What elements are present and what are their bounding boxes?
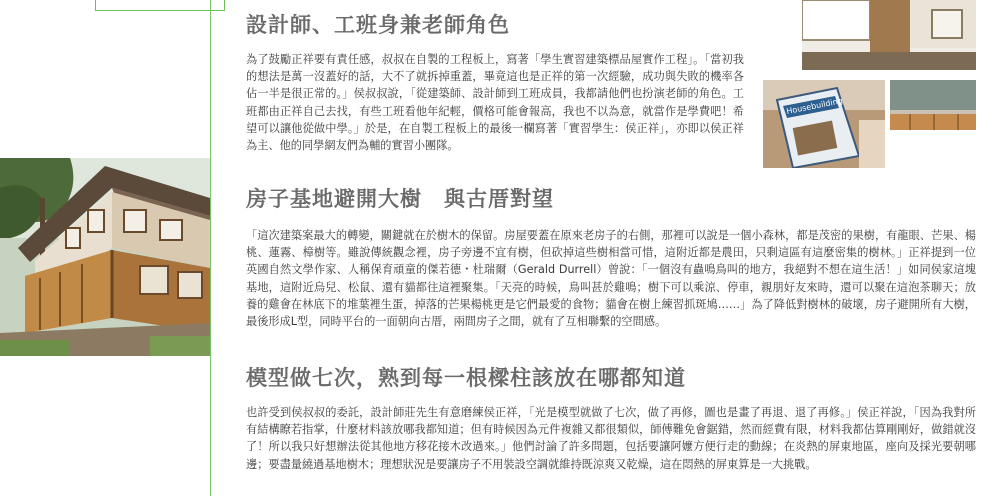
house-detail-photo bbox=[802, 0, 976, 70]
wooden-house-photo bbox=[0, 158, 210, 356]
book-cover-title: Housebuilding bbox=[785, 96, 844, 116]
floor-detail-photo bbox=[890, 80, 976, 130]
housebuilding-book-photo bbox=[763, 80, 885, 168]
section-body-teacher-roles: 為了鼓勵正祥要有責任感，叔叔在自製的工程板上，寫著「學生實習建築標品屋實作工程」。「當初我的想法是萬一沒蓋好的話，大不了就拆掉重蓋，畢竟這也是正祥的第一次經驗，成功與失敗的機率各佔一半是很正常的。」侯叔叔說，「從建築師、設計師到工班成員，我都請他們也扮演老師的角色。工班都由正祥自己去找，有些工班看他年紀輕，價格可能會報高，我也不以為意，就當作是學費吧！希望可以讓他從做中學。」於是，在自製工程板上的最後一欄寫著「實習學生：侯正祥」，亦即以侯正祥為主、他的同學網友們為輔的實習小團隊。 bbox=[246, 53, 744, 153]
section-heading-avoid-trees: 房子基地避開大樹 與古厝對望 bbox=[246, 186, 554, 211]
green-divider-line bbox=[210, 0, 211, 496]
section-body-avoid-trees: 「這次建築案最大的轉變，關鍵就在於樹木的保留。房屋要蓋在原來老房子的右側，那裡可以說是一個小森林，都是茂密的果樹，有龍眼、芒果、楊桃、蓮霧、樟樹等。雖說傳統觀念裡，房子旁邊不宜有樹，但砍掉這些樹相當可惜，這附近都是農田，只剩這區有這麼密集的樹林。」正祥提到一位英國自然文學作家、人稱保育頑童的傑若德・杜瑞爾（Gerald Durrell）曾說：「一個沒有蟲鳴鳥叫的地方，我絕對不想在這生活！」如同侯家這塊基地，這附近烏兒、松鼠、還有貓都往這裡聚集。「天亮的時候，鳥叫甚於雞鳴；樹下可以乘涼、停車，親朋好友來時，還可以聚在這泡茶聊天；放養的雞會在林底下的堆葉裡生蛋，掉落的芒果楊桃更是它們最愛的食物；貓會在樹上練習抓斑鳩……」為了降低對樹林的破壞，房子避開所有大樹，最後形成L型，同時平台的一面朝向古厝，兩間房子之間，就有了互相聯繫的空間感。 bbox=[246, 229, 976, 329]
section-heading-seven-models: 模型做七次，熟到每一根樑柱該放在哪都知道 bbox=[246, 365, 686, 390]
top-frame-box bbox=[95, 0, 225, 11]
section-body-seven-models: 也許受到侯叔叔的委託，設計師莊先生有意磨練侯正祥，「光是模型就做了七次，做了再修，圖也是畫了再退、退了再修。」侯正祥說，「因為我對所有結構瞭若指掌，什麼材料該放哪我都知道；但有時候因為元件複雜又都很類似，師傅難免會鋸錯，然而經費有限，材料我都估算剛剛好，做錯就沒了！所以我只好想辦法從其他地方移花接木改過來。」他們討論了許多問題，包括要讓阿嬤方便行走的動線；在炎熱的屏東地區，座向及採光要朝哪邊；要盡量繞過基地樹木；理想狀況是要讓房子不用裝設空調就維持既涼爽又乾燥，這在悶熱的屏東算是一大挑戰。 bbox=[246, 406, 976, 471]
section-heading-teacher-roles: 設計師、工班身兼老師角色 bbox=[246, 12, 510, 37]
